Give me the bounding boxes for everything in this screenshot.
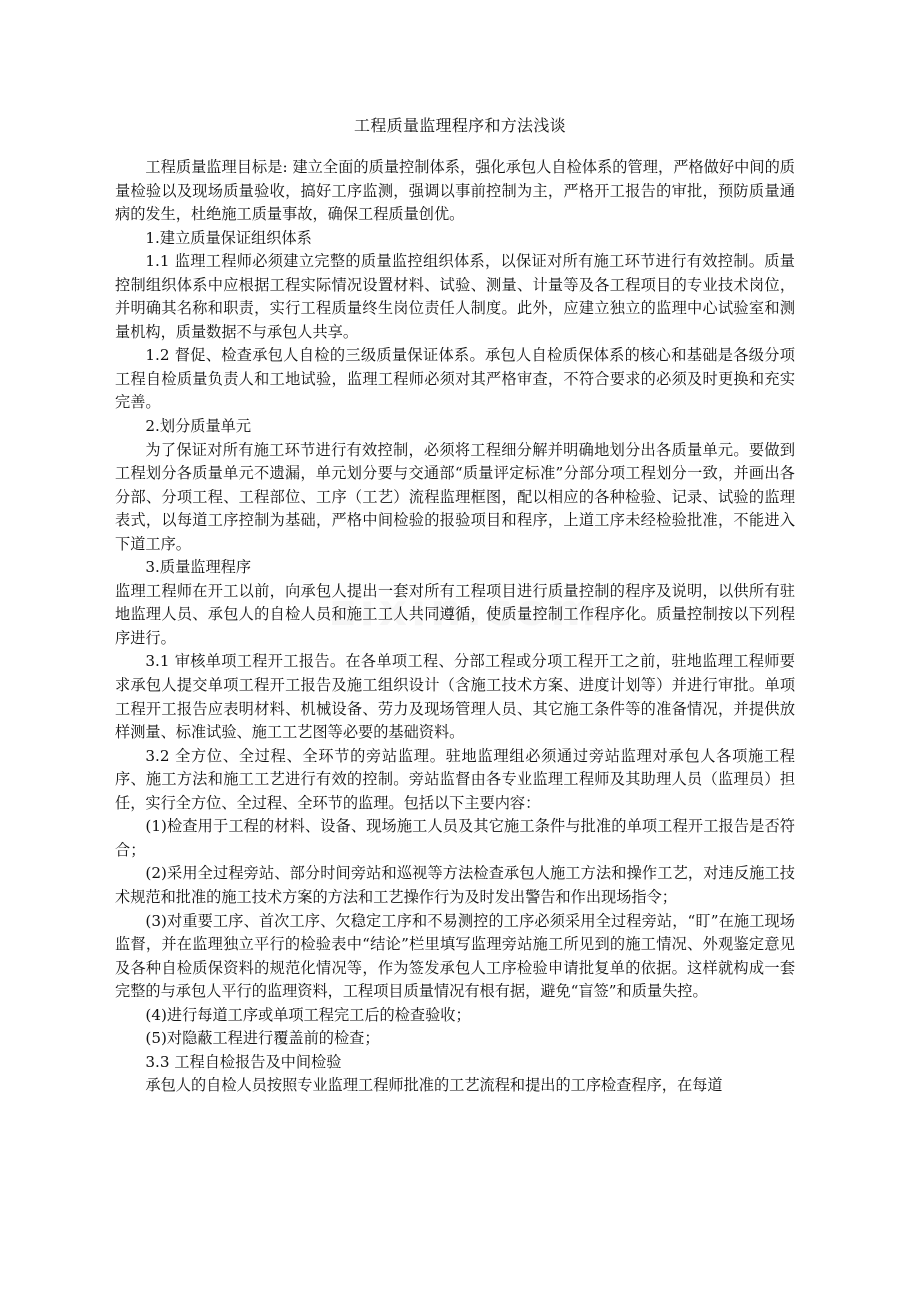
paragraph: 3.质量监理程序 <box>145 558 252 577</box>
document-body <box>115 156 795 1098</box>
paragraph: 1.2 督促、检查承包人自检的三级质量保证体系。承包人自检质保体系的核心和基础是各级分项工程自检质量负责人和工地试验，监理工程师必须对其严格审查，不符合要求的必须及时更换和充实完善。 <box>115 346 795 412</box>
paragraph: 2.划分质量单元 <box>145 417 252 436</box>
paragraph: 3.3 工程自检报告及中间检验 <box>145 1052 342 1071</box>
paragraph: (3)对重要工序、首次工序、欠稳定工序和不易测控的工序必须采用全过程旁站，“盯”在施工现场监督，并在监理独立平行的检验表中“结论”栏里填写监理旁站施工所见到的施工情况、外观鉴定意见及各种自检质保资料的规范化情况等，作为签发承包人工序检验申请批复单的依据。这样就构成一套完整的与承包人平行的监理资料，工程项目质量情况有根有据，避免“盲签”和质量失控。 <box>115 911 795 1001</box>
paragraph: 3.2 全方位、全过程、全环节的旁站监理。驻地监理组必须通过旁站监理对承包人各项施工程序、施工方法和施工工艺进行有效的控制。旁站监督由各专业监理工程师及其助理人员（监理员）担任，实行全方位、全过程、全环节的监理。包括以下主要内容： <box>115 746 795 812</box>
paragraph: 监理工程师在开工以前，向承包人提出一套对所有工程项目进行质量控制的程序及说明，以供所有驻地监理人员、承包人的自检人员和施工工人共同遵循，使质量控制工作程序化。质量控制按以下列程序进行。 <box>115 581 795 647</box>
paragraph: (4)进行每道工序或单项工程完工后的检查验收； <box>145 1005 471 1024</box>
paragraph: 承包人的自检人员按照专业监理工程师批准的工艺流程和提出的工序检查程序，在每道 <box>145 1076 723 1095</box>
paragraph: 为了保证对所有施工环节进行有效控制，必须将工程细分解并明确地划分出各质量单元。要做到工程划分各质量单元不遗漏，单元划分要与交通部“质量评定标准”分部分项工程划分一致，并画出各分部、分项工程、工程部位、工序（工艺）流程监理框图，配以相应的各种检验、记录、试验的监理表式，以每道工序控制为基础，严格中间检验的报验项目和程序，上道工序未经检验批准，不能进入下道工序。 <box>115 440 795 553</box>
paragraph: (2)采用全过程旁站、部分时间旁站和巡视等方法检查承包人施工方法和操作工艺，对违反施工技术规范和批准的施工技术方案的方法和工艺操作行为及时发出警告和作出现场指令； <box>115 864 795 906</box>
paragraph: 1.建立质量保证组织体系 <box>145 228 312 247</box>
paragraph: 1.1 监理工程师必须建立完整的质量监控组织体系，以保证对所有施工环节进行有效控制。质量控制组织体系中应根据工程实际情况设置材料、试验、测量、计量等及各工程项目的专业技术岗位，并明确其名称和职责，实行工程质量终生岗位责任人制度。此外，应建立独立的监理中心试验室和测量机构，质量数据不与承包人共享。 <box>115 252 795 341</box>
paragraph: (1)检查用于工程的材料、设备、现场施工人员及其它施工条件与批准的单项工程开工报告是否符合； <box>115 817 795 859</box>
paragraph: (5)对隐蔽工程进行覆盖前的检查； <box>145 1029 380 1048</box>
document-title: 工程质量监理程序和方法浅谈 <box>354 116 566 135</box>
paragraph: 工程质量监理目标是: 建立全面的质量控制体系，强化承包人自检体系的管理，严格做好中间的质量检验以及现场质量验收，搞好工序监测，强调以事前控制为主，严格开工报告的审批，预防质量通病的发生，杜绝施工质量事故，确保工程质量创优。 <box>115 158 795 224</box>
paragraph: 3.1 审核单项工程开工报告。在各单项工程、分部工程或分项工程开工之前，驻地监理工程师要求承包人提交单项工程开工报告及施工组织设计（含施工技术方案、进度计划等）并进行审批。单项工程开工报告应表明材料、机械设备、劳力及现场管理人员、其它施工条件等的准备情况，并提供放样测量、标准试验、施工工艺图等必要的基础资料。 <box>115 652 795 742</box>
